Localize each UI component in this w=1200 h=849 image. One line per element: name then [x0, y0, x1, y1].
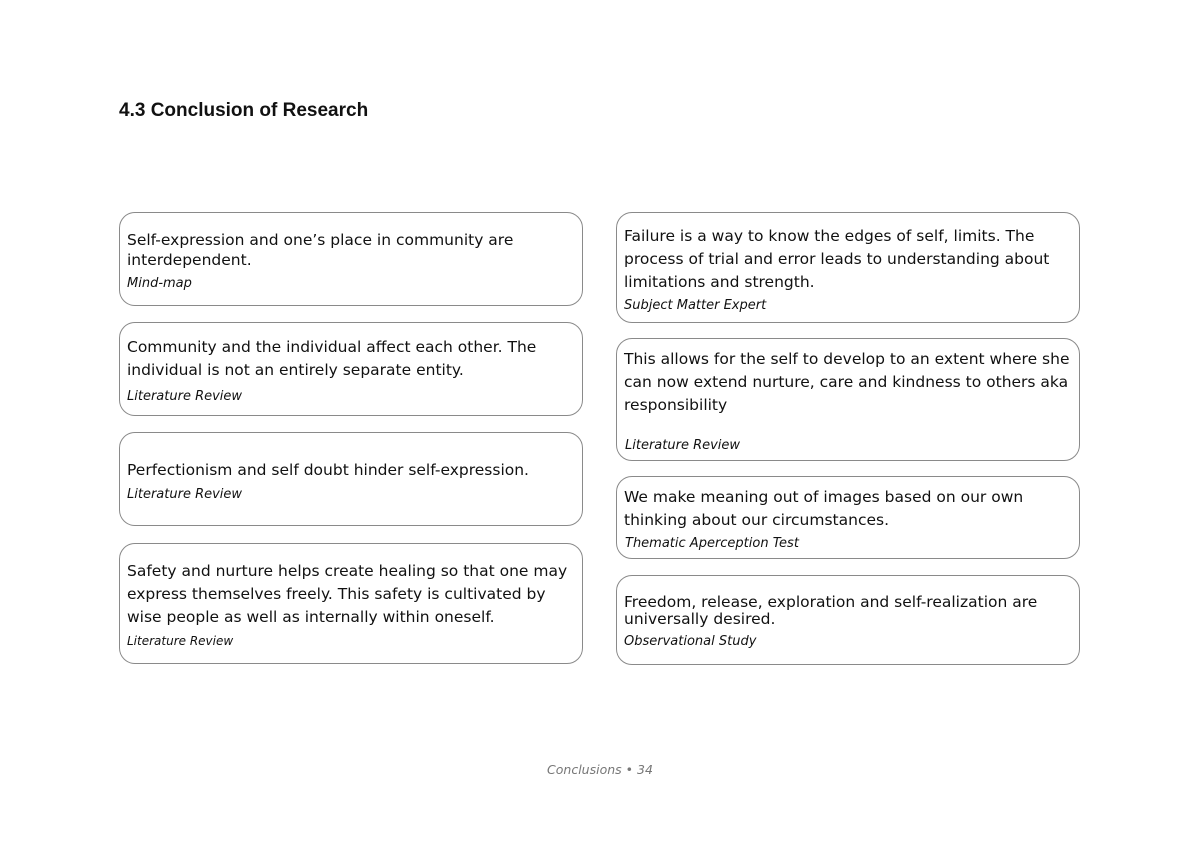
finding-source: Mind-map	[127, 276, 192, 291]
footer-section-label: Conclusions	[547, 762, 622, 777]
page-footer	[0, 762, 1200, 777]
finding-source: Literature Review	[127, 487, 243, 502]
finding-card-right-1	[616, 212, 1080, 323]
footer-separator: •	[625, 762, 634, 777]
finding-statement: Failure is a way to know the edges of self, limits. The process of trial and error leads to understanding about limitations and strength.	[624, 227, 1050, 291]
finding-source: Literature Review	[625, 438, 741, 453]
finding-source: Subject Matter Expert	[624, 298, 767, 313]
finding-statement: Community and the individual affect each other. The individual is not an entirely separate entity.	[127, 338, 537, 379]
finding-statement: Self-expression and one’s place in community are interdependent.	[127, 231, 514, 269]
finding-card-left-1	[119, 212, 583, 306]
finding-card-left-3	[119, 432, 583, 526]
finding-card-right-4	[616, 575, 1080, 665]
finding-source: Thematic Aperception Test	[625, 536, 799, 551]
finding-statement: This allows for the self to develop to an extent where she can now extend nurture, care and kindness to others aka responsibility	[624, 350, 1070, 414]
finding-card-left-2	[119, 322, 583, 416]
finding-card-right-3	[616, 476, 1080, 559]
finding-source: Literature Review	[127, 634, 234, 648]
finding-source: Observational Study	[624, 634, 757, 649]
finding-statement: Freedom, release, exploration and self-realization are universally desired.	[624, 593, 1038, 628]
finding-source: Literature Review	[127, 389, 243, 404]
page-number: 34	[637, 762, 653, 777]
finding-statement: Perfectionism and self doubt hinder self-expression.	[127, 461, 529, 479]
finding-card-left-4	[119, 543, 583, 664]
page-heading: 4.3 Conclusion of Research	[119, 100, 369, 121]
finding-card-right-2	[616, 338, 1080, 461]
finding-statement: Safety and nurture helps create healing so that one may express themselves freely. This safety is cultivated by wise people as well as internally within oneself.	[127, 562, 568, 626]
finding-statement: We make meaning out of images based on our own thinking about our circumstances.	[624, 488, 1024, 529]
